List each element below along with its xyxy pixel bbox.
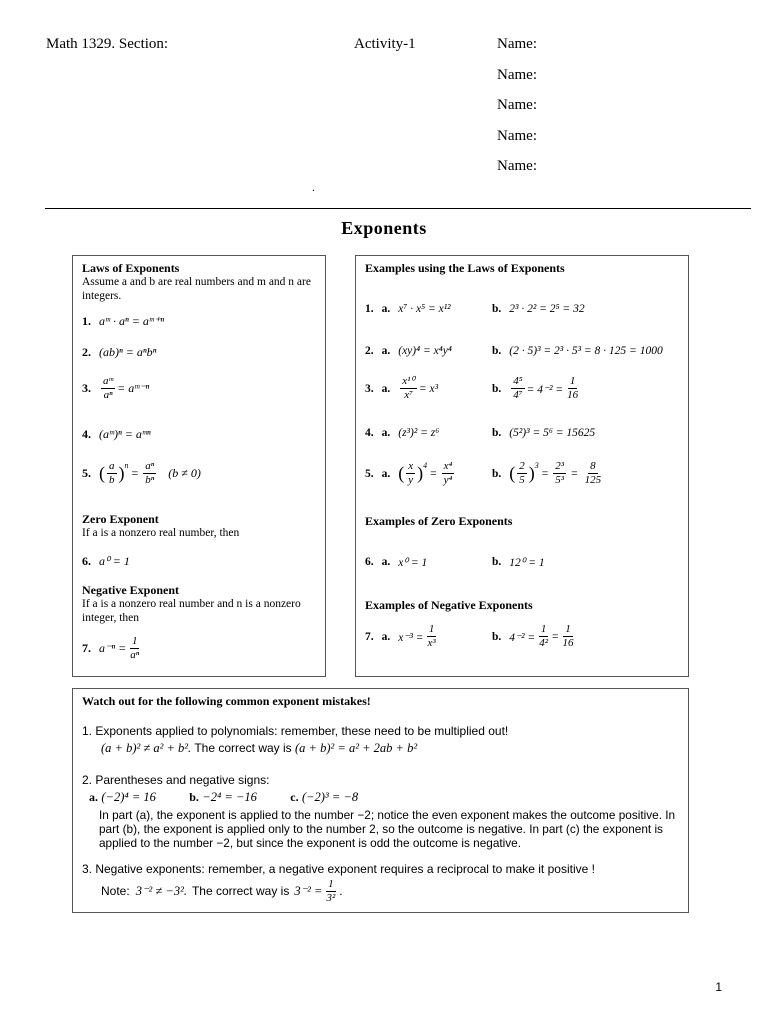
- rule-7: 7. a⁻ⁿ = $\frac{1}{\text{aⁿ}}$: [82, 635, 140, 661]
- page-number: 1: [715, 980, 722, 994]
- rule-3: 3. $\frac{\text{aᵐ}}{\text{aⁿ}}$ = aᵐ⁻ⁿ: [82, 375, 150, 401]
- zero-exponent-text: If a is a nonzero real number, then: [82, 527, 240, 539]
- example-5a: 5. a. ( $\frac{x}{y}$ ) $^4$ = $\frac{\text{x⁴}}{\text{y⁴}}$: [365, 460, 453, 486]
- name-label: Name:: [497, 66, 537, 83]
- mistakes-box: [72, 688, 689, 913]
- negative-examples-heading: Examples of Negative Exponents: [365, 598, 533, 612]
- laws-box: [72, 255, 326, 677]
- mistake-2: 2. Parentheses and negative signs:: [82, 773, 270, 787]
- rule-6: 6. a⁰ = 1: [82, 554, 130, 568]
- example-7a: 7. a. x⁻³ = $\frac{1}{\text{x³}}$: [365, 623, 436, 649]
- example-2a: 2. a. (xy)⁴ = x⁴y⁴: [365, 345, 452, 357]
- example-7b: b. 4⁻² = $\frac{1}{\text{4²}}$ = $\frac{1}{16}$: [492, 623, 574, 649]
- mistake-2-examples: a. (−2)⁴ = 16 b. −2⁴ = −16 c. (−2)³ = −8: [89, 790, 359, 804]
- zero-exponent-heading: Zero Exponent: [82, 512, 159, 526]
- zero-examples-heading: Examples of Zero Exponents: [365, 514, 513, 528]
- mistake-3-note: Note: 3⁻² ≠ −3². The correct way is 3⁻² = $\frac{1}{\text{3²}}$ .: [101, 878, 343, 904]
- example-1b: b. 2³ · 2² = 2⁵ = 32: [492, 303, 585, 315]
- laws-heading: Laws of Exponents: [82, 261, 180, 275]
- negative-exponent-heading: Negative Exponent: [82, 583, 179, 597]
- mistake-3: 3. Negative exponents: remember, a negative exponent requires a reciprocal to make it positive !: [82, 862, 595, 876]
- mistake-1: 1. Exponents applied to polynomials: remember, these need to be multiplied out!: [82, 724, 509, 738]
- rule-2: 2. (ab)ⁿ = aⁿbⁿ: [82, 345, 157, 359]
- activity-label: Activity-1: [354, 36, 416, 52]
- example-6a: 6. a. x⁰ = 1: [365, 556, 428, 569]
- laws-intro: Assume a and b are real numbers and m and n are integers.: [82, 276, 311, 302]
- example-1a: 1. a. x⁷ · x⁵ = x¹²: [365, 303, 451, 315]
- negative-exponent-text: If a is a nonzero real number and n is a nonzero integer, then: [82, 598, 301, 624]
- examples-box: [355, 255, 689, 677]
- rule-4: 4. (aᵐ)ⁿ = aᵐⁿ: [82, 427, 151, 441]
- example-4a: 4. a. (z³)² = z⁶: [365, 427, 440, 439]
- name-label: Name:: [497, 158, 537, 174]
- stray-mark: .: [312, 180, 315, 194]
- examples-heading: Examples using the Laws of Exponents: [365, 261, 565, 275]
- example-5b: b. ( $\frac{2}{5}$ ) $^3$ = $\frac{\text{2³}}{\text{5³}}$ = $\frac{8}{125}$: [492, 460, 602, 486]
- example-4b: b. (5²)³ = 5⁶ = 15625: [492, 427, 596, 439]
- course-section: Math 1329. Section:: [46, 36, 169, 52]
- name-label: Name:: [497, 127, 537, 144]
- page-title: Exponents: [341, 218, 427, 238]
- rule-5: 5. ( $\frac{a}{b}$ ) $^n$ = $\frac{\text{aⁿ}}{\text{bⁿ}}$ (b ≠ 0): [82, 460, 201, 486]
- mistakes-heading: Watch out for the following common exponent mistakes!: [82, 694, 371, 708]
- example-3a: 3. a. $\frac{\text{x¹⁰}}{\text{x⁷}}$ = x³: [365, 375, 439, 401]
- example-6b: b. 12⁰ = 1: [492, 556, 545, 569]
- mistake-2-explanation: In part (a), the exponent is applied to the number −2; notice the even exponent makes the outcome positive. In part (b), the exponent is applied only to the number 2, so the outcome is negative. In part (c) the exponent is applied to the number −2, but since the exponent is odd the outcome is negative.: [99, 808, 676, 850]
- header-divider: [45, 208, 751, 209]
- name-label: Name:: [497, 97, 537, 113]
- mistake-1-example: (a + b)² ≠ a² + b². The correct way is (a + b)² = a² + 2ab + b²: [101, 741, 418, 755]
- example-2b: b. (2 · 5)³ = 2³ · 5³ = 8 · 125 = 1000: [492, 345, 663, 357]
- example-3b: b. $\frac{\text{4⁵}}{\text{4⁷}}$ = 4⁻² = $\frac{1}{16}$: [492, 375, 579, 401]
- name-label: Name:: [497, 36, 537, 52]
- name-fields: [497, 29, 537, 182]
- rule-1: 1. aᵐ · aⁿ = aᵐ⁺ⁿ: [82, 314, 164, 328]
